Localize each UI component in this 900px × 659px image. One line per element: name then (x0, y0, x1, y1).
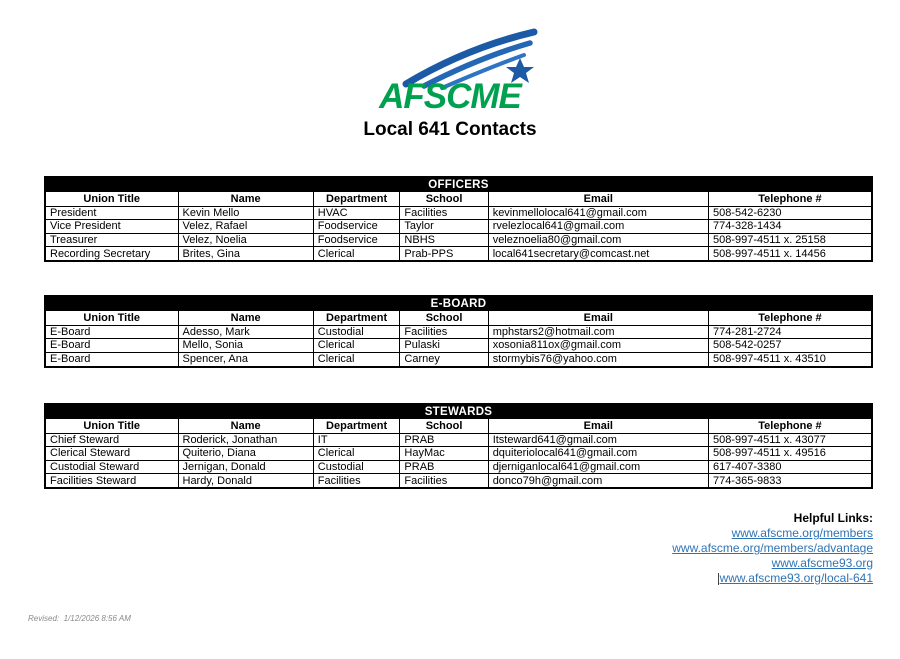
table-cell: Carney (400, 352, 488, 366)
table-cell: Prab-PPS (400, 247, 488, 261)
table-row (46, 433, 871, 447)
table-cell: mphstars2@hotmail.com (488, 325, 708, 339)
table-cell: donco79h@gmail.com (488, 474, 708, 488)
table-cell: 617-407-3380 (708, 460, 871, 474)
stewards-table (44, 403, 873, 489)
table-cell: xosonia811ox@gmail.com (488, 339, 708, 353)
table-row (46, 474, 871, 488)
column-header: School (400, 192, 488, 206)
table-row (46, 447, 871, 461)
table-cell: Custodial (313, 325, 400, 339)
table-cell: 774-281-2724 (708, 325, 871, 339)
table-cell: Clerical Steward (46, 447, 178, 461)
column-header: Email (488, 419, 708, 433)
column-header: Name (178, 419, 313, 433)
table-cell: Adesso, Mark (178, 325, 313, 339)
table-row (46, 247, 871, 261)
table-cell: HayMac (400, 447, 488, 461)
text-cursor (718, 573, 719, 585)
link-afscme-members[interactable]: www.afscme.org/members (731, 526, 873, 540)
table-cell: Mello, Sonia (178, 339, 313, 353)
table-cell: djerniganlocal641@gmail.com (488, 460, 708, 474)
table-cell: Pulaski (400, 339, 488, 353)
table-row (46, 339, 871, 353)
table-cell: Clerical (313, 247, 400, 261)
table-cell: Velez, Noelia (178, 233, 313, 247)
column-header: Email (488, 311, 708, 325)
table-cell: E-Board (46, 339, 178, 353)
table-cell: dquiteriolocal641@gmail.com (488, 447, 708, 461)
table-cell: HVAC (313, 206, 400, 220)
table-cell: Facilities Steward (46, 474, 178, 488)
helpful-links-heading: Helpful Links: (793, 511, 873, 525)
column-header: Telephone # (708, 311, 871, 325)
table-cell: Facilities (400, 474, 488, 488)
header-row (46, 311, 871, 325)
table-cell: Facilities (400, 325, 488, 339)
table-cell: 774-365-9833 (708, 474, 871, 488)
table-cell: Chief Steward (46, 433, 178, 447)
table-cell: Custodial (313, 460, 400, 474)
helpful-links (672, 511, 873, 586)
header-row (46, 419, 871, 433)
table-cell: 508-542-6230 (708, 206, 871, 220)
table-cell: Custodial Steward (46, 460, 178, 474)
table-row (46, 460, 871, 474)
table-cell: Clerical (313, 447, 400, 461)
table-cell: Brites, Gina (178, 247, 313, 261)
table-cell: Jernigan, Donald (178, 460, 313, 474)
table-cell: E-Board (46, 352, 178, 366)
table-cell: Vice President (46, 220, 178, 234)
table-cell: President (46, 206, 178, 220)
table-cell: Foodservice (313, 220, 400, 234)
table-cell: 774-328-1434 (708, 220, 871, 234)
column-header: Name (178, 192, 313, 206)
table-cell: 508-997-4511 x. 49516 (708, 447, 871, 461)
table-cell: Clerical (313, 339, 400, 353)
table-cell: Clerical (313, 352, 400, 366)
table-cell: IT (313, 433, 400, 447)
section-header-eboard: E-BOARD (46, 297, 871, 311)
table-cell: Facilities (313, 474, 400, 488)
column-header: School (400, 311, 488, 325)
table-cell: Quiterio, Diana (178, 447, 313, 461)
column-header: School (400, 419, 488, 433)
logo-wordmark: AFSCME (379, 77, 521, 116)
table-row (46, 325, 871, 339)
link-afscme-members-advantage[interactable]: www.afscme.org/members/advantage (672, 541, 873, 555)
table-cell: local641secretary@comcast.net (488, 247, 708, 261)
table-cell: Kevin Mello (178, 206, 313, 220)
table-cell: Taylor (400, 220, 488, 234)
table-row (46, 220, 871, 234)
header-row (46, 192, 871, 206)
column-header: Department (313, 311, 400, 325)
table-row (46, 352, 871, 366)
table-cell: 508-997-4511 x. 43077 (708, 433, 871, 447)
table-cell: Recording Secretary (46, 247, 178, 261)
table-cell: Treasurer (46, 233, 178, 247)
column-header: Union Title (46, 419, 178, 433)
officers-table (44, 176, 873, 262)
afscme-logo (0, 28, 900, 119)
table-row (46, 233, 871, 247)
table-cell: Foodservice (313, 233, 400, 247)
table-cell: PRAB (400, 460, 488, 474)
column-header: Telephone # (708, 419, 871, 433)
section-header-officers: OFFICERS (46, 178, 871, 192)
table-cell: rvelezlocal641@gmail.com (488, 220, 708, 234)
column-header: Department (313, 419, 400, 433)
table-cell: Roderick, Jonathan (178, 433, 313, 447)
table-cell: Spencer, Ana (178, 352, 313, 366)
table-cell: NBHS (400, 233, 488, 247)
column-header: Union Title (46, 311, 178, 325)
table-cell: stormybis76@yahoo.com (488, 352, 708, 366)
table-cell: 508-997-4511 x. 14456 (708, 247, 871, 261)
table-row (46, 206, 871, 220)
link-afscme93-local641[interactable]: www.afscme93.org/local-641 (719, 571, 873, 585)
table-cell: kevinmellolocal641@gmail.com (488, 206, 708, 220)
table-cell: PRAB (400, 433, 488, 447)
table-cell: Itsteward641@gmail.com (488, 433, 708, 447)
table-cell: E-Board (46, 325, 178, 339)
table-cell: Hardy, Donald (178, 474, 313, 488)
section-header-stewards: STEWARDS (46, 405, 871, 419)
table-cell: Velez, Rafael (178, 220, 313, 234)
column-header: Telephone # (708, 192, 871, 206)
table-cell: veleznoelia80@gmail.com (488, 233, 708, 247)
table-cell: Facilities (400, 206, 488, 220)
table-cell: 508-542-0257 (708, 339, 871, 353)
revised-timestamp: Revised: 1/12/2026 8:56 AM (28, 614, 131, 623)
column-header: Union Title (46, 192, 178, 206)
column-header: Email (488, 192, 708, 206)
column-header: Name (178, 311, 313, 325)
link-afscme93[interactable]: www.afscme93.org (771, 556, 873, 570)
table-cell: 508-997-4511 x. 43510 (708, 352, 871, 366)
table-cell: 508-997-4511 x. 25158 (708, 233, 871, 247)
eboard-table (44, 295, 873, 368)
page-title: Local 641 Contacts (363, 119, 537, 140)
column-header: Department (313, 192, 400, 206)
